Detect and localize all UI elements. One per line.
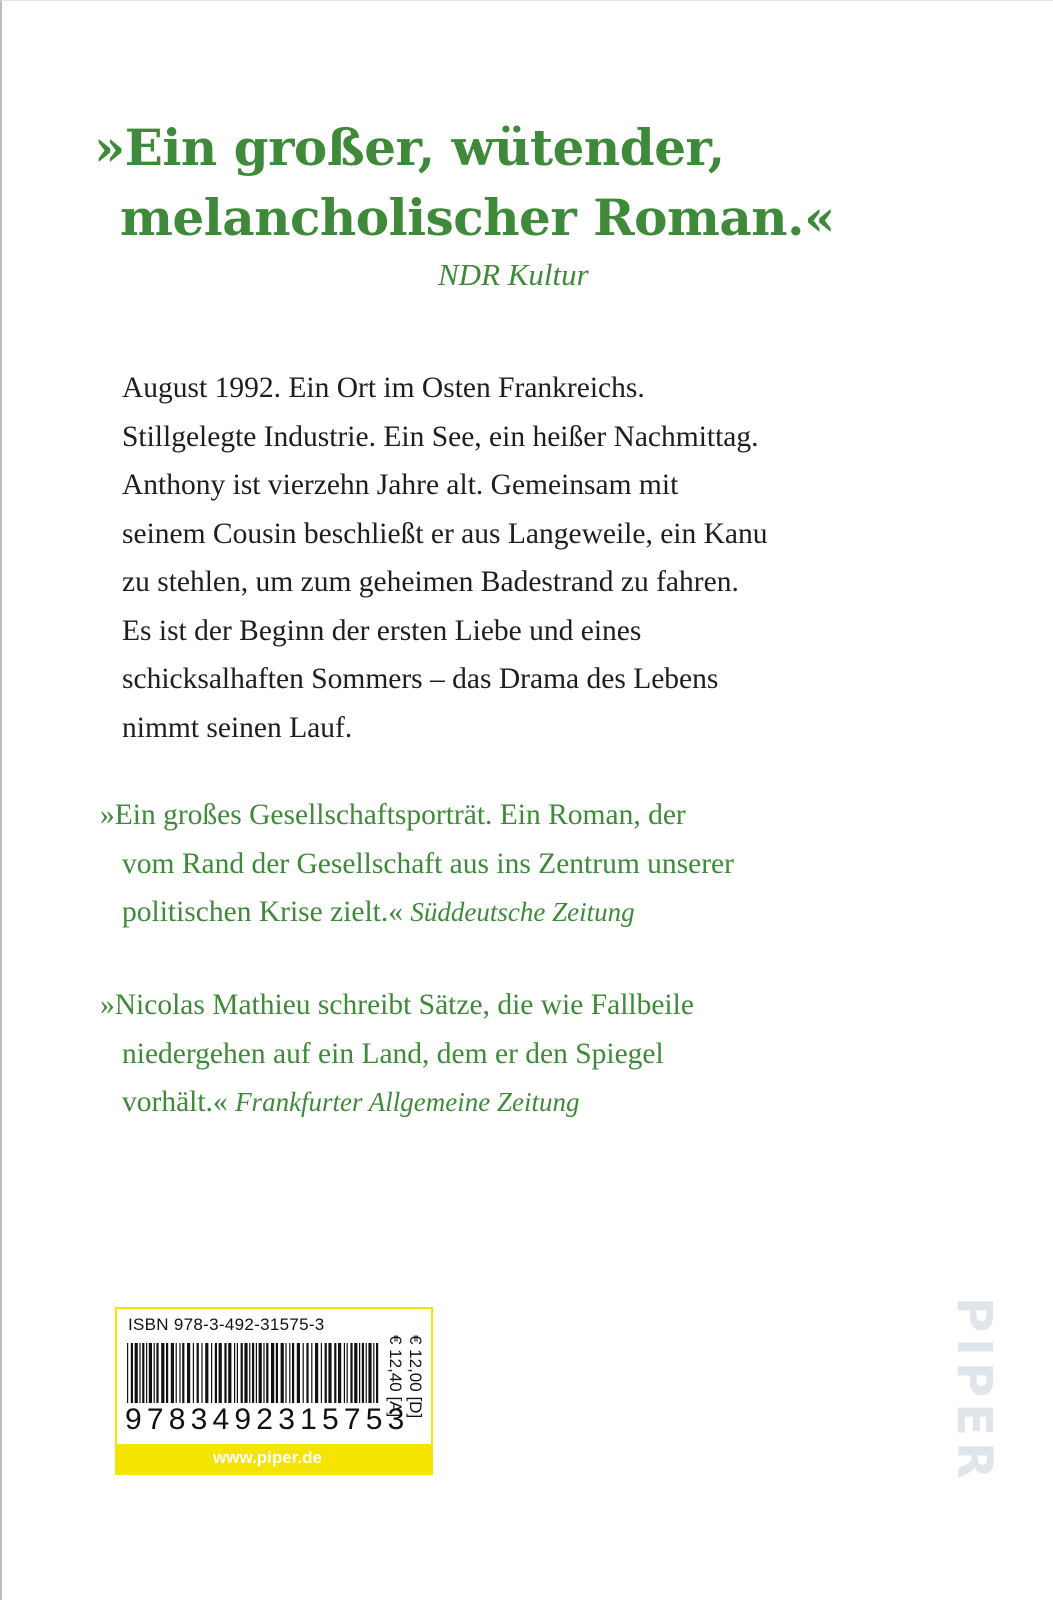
price-austria: € 12,40 [A] (386, 1335, 405, 1418)
headline-line-1: »Ein großer, wütender, (94, 118, 725, 177)
blurb-line: August 1992. Ein Ort im Osten Frankreichs. (122, 372, 645, 404)
price-germany: € 12,00 [D] (406, 1335, 425, 1419)
blurb-line: Anthony ist vierzehn Jahre alt. Gemeinsam mit (122, 469, 679, 501)
quote-source: Süddeutsche Zeitung (410, 897, 635, 927)
quote-line: »Ein großes Gesellschaftsporträt. Ein Roman, der (100, 799, 686, 831)
barcode-digits: 9783492315753 (125, 1403, 410, 1436)
quote-line-with-source (100, 888, 960, 937)
price-block (387, 1335, 427, 1449)
blurb-line: seinem Cousin beschließt er aus Langeweile, ein Kanu (122, 517, 768, 550)
isbn-label: ISBN 978-3-492-31575-3 (128, 1315, 325, 1334)
quote-source: Frankfurter Allgemeine Zeitung (235, 1087, 580, 1117)
blurb-line: Stillgelegte Industrie. Ein See, ein heißer Nachmittag. (122, 420, 759, 453)
blurb-line: zu stehlen, um zum geheimen Badestrand zu fahren. (122, 566, 739, 598)
quote-line: vorhält.« (122, 1086, 228, 1118)
quote-line-with-source (100, 1078, 960, 1127)
blurb-line: schicksalhaften Sommers – das Drama des Lebens (122, 663, 719, 695)
quote-line: »Nicolas Mathieu schreibt Sätze, die wie Fallbeile (100, 989, 694, 1021)
barcode-box (117, 1309, 431, 1473)
quote-line: niedergehen auf ein Land, dem er den Spiegel (122, 1037, 664, 1070)
publisher-logo: PIPER (946, 1297, 1002, 1485)
headline-quote (94, 113, 994, 253)
blurb-line: nimmt seinen Lauf. (122, 711, 353, 744)
review-quote-sueddeutsche (100, 791, 960, 937)
publisher-url: www.piper.de (213, 1448, 322, 1467)
headline-source: NDR Kultur (438, 257, 589, 292)
headline-line-2: melancholischer Roman.« (120, 188, 835, 247)
blurb-line: Es ist der Beginn der ersten Liebe und eines (122, 614, 642, 647)
review-quote-faz (100, 981, 960, 1127)
quote-line: politischen Krise zielt.« (122, 896, 403, 928)
quote-line: vom Rand der Gesellschaft aus ins Zentrum unserer (122, 847, 734, 880)
blurb-text (122, 364, 942, 752)
url-bar (117, 1444, 431, 1473)
